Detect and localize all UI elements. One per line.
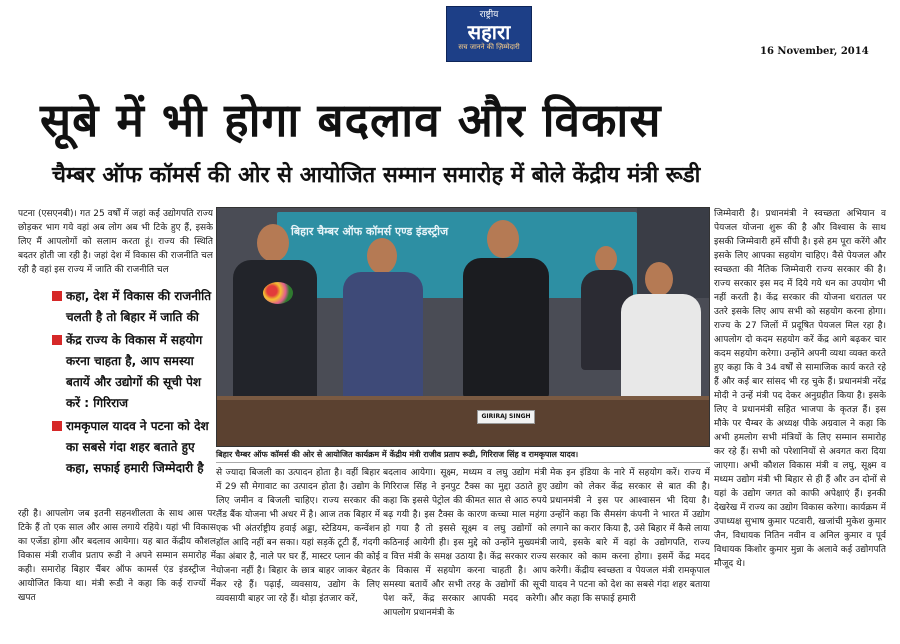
- bullet-square-icon: [52, 335, 62, 345]
- column-middle-3: मेक इन इंडिया के नारे में सहयोग करें। राज्य में उद्योग को लेकर केंद्र सरकार से बात की है। प्रधानमंत्री ने इस पर आश्वासन भी दिया है। उन्होंने कहा कि सैमसंग कंपनी ने भारत में उद्योग लगाने का करार किया है, उसे बिहार में कैसे लाया जाये, इसके बारे में वहां के उद्योगपति, राज्य सरकार को काम करना होगा। इसमें केंद्र मदद करेगी। केंद्रीय स्वच्छता व पेयजल मंत्री रामकृपाल यादव ने पटना को देश का सबसे गंदा शहर बताया और कहा कि सफाई हमारी: [550, 468, 710, 604]
- nameplate: [477, 410, 535, 424]
- pull-quotes: [52, 286, 216, 506]
- person-head: [367, 238, 397, 274]
- news-photo: [216, 207, 710, 447]
- subheadline: चैम्बर ऑफ कॉमर्स की ओर से आयोजित सम्मान समारोह में बोले केंद्रीय मंत्री रूडी: [52, 163, 701, 188]
- publication-date: 16 November, 2014: [760, 46, 869, 57]
- pull-quote-text: कहा, देश में विकास की राजनीति चलती है तो बिहार में जाति की: [66, 289, 212, 324]
- person-body: [343, 272, 423, 402]
- logo-name: सहारा: [467, 20, 511, 44]
- pull-quote: [52, 416, 216, 479]
- bullet-square-icon: [52, 291, 62, 301]
- photo-caption: बिहार चैम्बर ऑफ कॉमर्स की ओर से आयोजित कार्यक्रम में केंद्रीय मंत्री राजीव प्रताप रूडी, गिरिराज सिंह व रामकृपाल यादव।: [216, 450, 579, 459]
- column-right: जिम्मेवारी है। प्रधानमंत्री ने स्वच्छता अभियान व पेयजल योजना शुरू की है और विश्वास के साथ इसकी जिम्मेवारी हमें सौंपी है। इसे हम पूरा करेंगे और इसके लिए आपका सहयोग चाहिए। वैसे पेयजल और स्वच्छता की नैतिक जिम्मेवारी राज्य सरकार की है। राज्य सरकार इस मद में दिये गये धन का उपयोग भी नहीं करती है। केंद्र सरकार की योजना धरातल पर उतरे इसके लिए आप सभी को सहयोग करना होगा। राज्य के 27 जिलों में प्रदूषित पेयजल मिल रहा है। आपलोग दो कदम सहयोग करें केंद्र आगे बढ़कर चार कदम सहयोग करेगा। उन्होंने अपनी व्यथा व्यक्त करते हुए कहा कि वे 34 वर्षों से सामाजिक कार्य करते रहे हैं और कई बार सांसद भी रह चुके हैं। प्रधानमंत्री नरेंद्र मोदी ने उन्हें मंत्री पद देकर अनुग्रहीत किया है। इसके लिए वे प्रधानमंत्री सहित भाजपा के कृतज्ञ हैं। इस मौके पर चैम्बर के अध्यक्ष पीके अग्रवाल ने कहा कि अभी हमलोग सभी मंत्रियों के लिए सम्मान समारोह कर रहे हैं। सभी को परेशानियों से अवगत करा दिया जाएगा। अभी कौशल विकास मंत्री व लघु, सूक्ष्म व मध्यम उद्योग मंत्री भी बिहार से ही हैं और उन दोनों से यहां के उद्योग जगत को काफी अपेक्षाएं हैं। इनकी देखरेख में राज्य का उद्योग विकास करेगा। कार्यक्रम में उपाध्यक्ष सुभाष कुमार पटवारी, खजांची मुकेश कुमार जैन, विधायक नितिन नवीन व अनिल कुमार व पूर्व विधायक किशोर कुमार मुन्ना के अलावे कई उद्योगपति मौजूद थे।: [714, 209, 886, 569]
- column-middle-1: से ज्यादा बिजली का उत्पादन होता है। वहीं बिहार में 29 सौ मेगावाट का उत्पादन होता है। उद्योग के लिए जमीन व बिजली चाहिए। राज्य सरकार की लैंड बैंक योजना भी अधर में है। आज तक बिहार में एक भी अंतर्राष्ट्रीय हवाई अड्डा, स्टेडियम, कन्वेंशन हॉल आदि नहीं बन सका। यहां सड़कें टूटी हैं, गंदगी का अंबार है, नाले पर घर हैं, मास्टर प्लान की कोई योजना नहीं है। बिहार के छात्र बाहर जाकर बेहतर कर रहे हैं। पढ़ाई, व्यवसाय, उद्योग के लिए व्यवसायी बाहर जा रहे हैं। थोड़ा इंतजार करें,: [216, 468, 380, 604]
- headline: सूबे में भी होगा बदलाव और विकास: [40, 93, 662, 147]
- column-middle-2: बदलाव आयेगा। सूक्ष्म, मध्यम व लघु उद्योग मंत्री गिरिराज सिंह ने इनपुट टैक्स का मुद्दा उठाते हुए कहा कि इससे पेट्रोल की कीमत सात से आठ रुपये बढ़ गयी है। इस टैक्स के कारण कच्चा माल महंगा हो गया है तो इससे सूक्ष्म व लघु उद्योगों को कठिनाई आयेगी ही। इस मुद्दे को उन्होंने मुख्यमंत्री व वित्त मंत्री के समक्ष उठाया है। केंद्र सरकार राज्य के विकास में सहयोग करना चाहती है। आप समस्या बतायें और सभी तरह के उद्योगों की सूची पेश करें, केंद्र सरकार आपकी मदद करेगी। आपलोग प्रधानमंत्री के: [383, 468, 547, 618]
- nameplate-text: GIRIRAJ SINGH: [481, 413, 531, 420]
- pull-quote: [52, 330, 216, 414]
- person-body: [233, 260, 317, 400]
- person-head: [257, 224, 289, 262]
- logo-top-text: राष्ट्रीय: [479, 10, 499, 20]
- logo-tagline: सच जानने की ज़िम्मेदारी: [458, 43, 520, 51]
- person-head: [645, 262, 673, 296]
- person-body: [463, 258, 549, 398]
- person-head: [595, 246, 617, 272]
- pull-quote-text: रामकृपाल यादव ने पटना को देश का सबसे गंदा शहर बताते हुए कहा, सफाई हमारी जिम्मेदारी है: [66, 419, 209, 475]
- caption-divider: [216, 462, 710, 463]
- newspaper-logo: [446, 6, 532, 62]
- banner-text: बिहार चैम्बर ऑफ कॉमर्स एण्ड इंडस्ट्रीज: [291, 225, 449, 238]
- pull-quote: [52, 286, 216, 328]
- column-left-top: पटना (एसएनबी)। गत 25 वर्षों में जहां कई उद्योगपति राज्य छोड़कर भाग गये वहां अब लोग अब भी टिके हुए हैं, इसके लिए मैं आपलोगों को सलाम करता हूं। राज्य की स्थिति बदतर होती जा रही है। जहां देश में विकास की राजनीति चल रही है वहां इस राज्य में जाति की राजनीति चल: [18, 209, 213, 275]
- person-head: [487, 220, 519, 258]
- bullet-square-icon: [52, 421, 62, 431]
- stage-table: [217, 400, 710, 447]
- flower-bouquet: [263, 282, 293, 304]
- column-left-bottom: रही है। आपलोग जब इतनी सहनशीलता के साथ आस पर टिके हैं तो एक साल और आस लगाये रहिये। यहां भी विकास का एजेंडा होगा और बदलाव आयेगा। यह बात केंद्रीय कौशल विकास मंत्री राजीव प्रताप रूडी ने अपने सम्मान समारोह में कही। समारोह बिहार चैंबर ऑफ कामर्स एंड इंडस्ट्रीज ने आयोजित किया था। मंत्री रूडी ने कहा कि कई राज्यों में खपत: [18, 509, 216, 603]
- pull-quote-text: केंद्र राज्य के विकास में सहयोग करना चाहता है, आप समस्या बतायें और उद्योगों की सूची पेश करें : गिरिराज: [66, 333, 203, 410]
